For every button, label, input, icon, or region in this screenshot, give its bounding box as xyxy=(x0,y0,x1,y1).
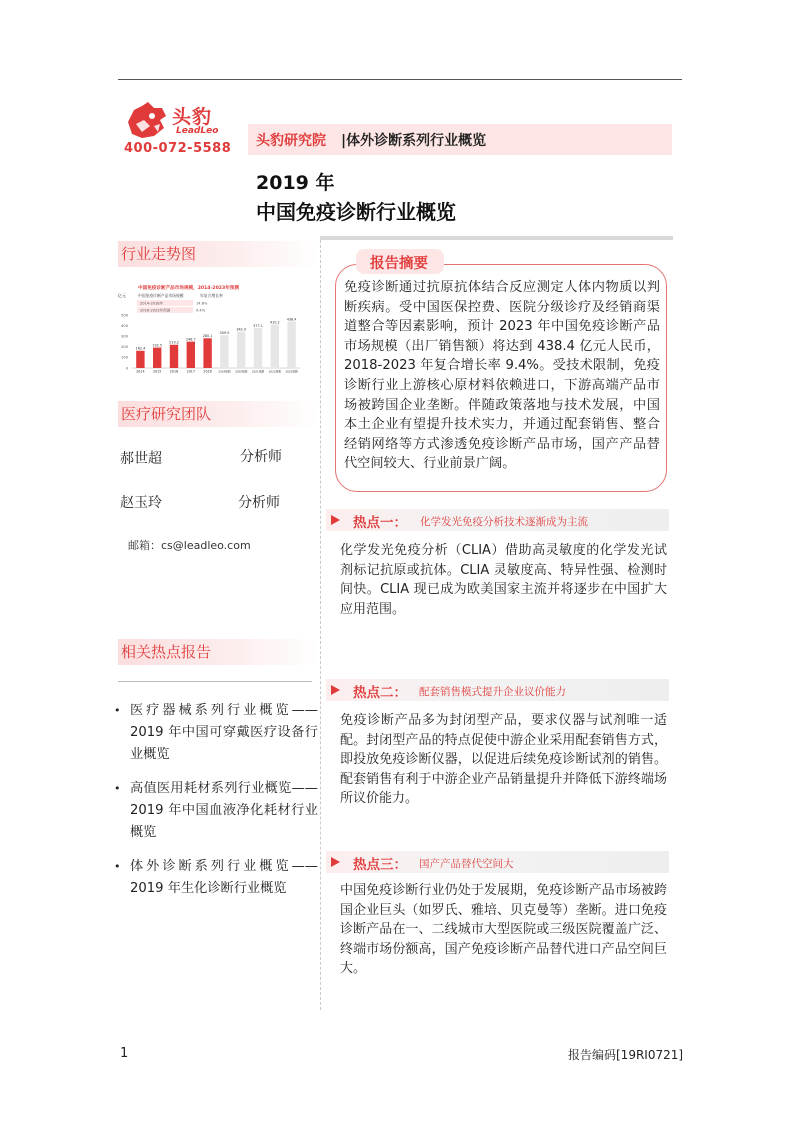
chart-bar xyxy=(237,332,245,368)
chart-period-label: 2018-2023年预测 xyxy=(140,308,171,313)
related-report-list xyxy=(112,700,318,912)
chart-period-label: 2014-2018年 xyxy=(140,301,164,306)
chart-data-label: 377.1 xyxy=(253,323,263,328)
arrow-right-icon xyxy=(329,684,341,696)
related-divider xyxy=(118,681,312,682)
series-name: |体外诊断系列行业概览 xyxy=(341,133,487,149)
hotpoint-subtitle: 配套销售模式提升企业议价能力 xyxy=(419,686,566,698)
chart-x-tick: 2021预测 xyxy=(251,369,265,374)
chart-bar xyxy=(254,328,262,368)
chart-y-tick: 200 xyxy=(121,345,128,350)
report-code: 报告编码[19RI0721] xyxy=(568,1048,684,1062)
brand-logo xyxy=(124,100,224,142)
chart-x-tick: 2016 xyxy=(169,369,179,374)
chart-x-tick: 2015 xyxy=(153,369,162,374)
chart-x-tick: 2022预测 xyxy=(268,369,281,374)
chart-legend-cagr: 年复合增长率 xyxy=(200,293,223,298)
chart-bar xyxy=(203,338,211,368)
chart-title: 中国免疫诊断产品市场规模，2014-2023年预测 xyxy=(138,286,239,291)
chart-unit: 亿元 xyxy=(118,293,126,298)
analyst-role: 分析师 xyxy=(240,449,282,465)
related-heading-text: 相关热点报告 xyxy=(121,643,212,661)
summary-tag xyxy=(356,249,444,274)
hotpoint-label: 热点二： xyxy=(353,685,407,701)
chart-data-label: 280.1 xyxy=(202,334,213,339)
trend-heading-text: 行业走势图 xyxy=(121,245,197,263)
chart-period-cagr: 9.4% xyxy=(196,308,206,313)
report-title: 中国免疫诊断行业概览 xyxy=(256,200,456,224)
chart-data-label: 219.2 xyxy=(169,340,179,345)
team-section-heading xyxy=(118,401,318,427)
hotpoint-label: 热点三： xyxy=(353,857,407,873)
leopard-logo-icon xyxy=(124,100,168,140)
hotpoint-text: 中国免疫诊断行业仍处于发展期，免疫诊断产品市场被跨国企业巨头（如罗氏、雅培、贝克曼等）垄断。进口免疫诊断产品在一、二线城市大型医院或三级医院覆盖广泛、终端市场份额高，国产免疫诊断产品替代进口产品空间巨大。 xyxy=(340,883,667,977)
chart-x-tick: 2014 xyxy=(136,369,145,374)
chart-x-tick: 2019预测 xyxy=(218,369,231,374)
arrow-right-icon xyxy=(329,856,341,868)
chart-data-label: 410.2 xyxy=(269,320,280,325)
chart-y-tick: 0 xyxy=(125,366,128,371)
chart-x-tick: 2018 xyxy=(203,369,212,374)
trend-section-heading xyxy=(118,241,318,267)
related-report-link[interactable]: • 高值医用耗材系列行业概览——2019 年中国血液净化耗材行业概览 xyxy=(112,778,318,844)
chart-x-tick: 2020预测 xyxy=(235,369,248,374)
analyst-role: 分析师 xyxy=(238,495,280,511)
chart-data-label: 162.4 xyxy=(135,346,146,351)
hotpoint-heading xyxy=(326,851,669,873)
arrow-right-icon xyxy=(329,514,341,526)
hotpoint-text: 化学发光免疫分析（CLIA）借助高灵敏度的化学发光试剂标记抗原或抗体。CLIA 灵敏度高、特异性强、检测时间快。CLIA 现已成为欧美国家主流并将逐步在中国扩大应用范围。 xyxy=(340,543,667,617)
chart-bar xyxy=(136,351,144,368)
chart-bar xyxy=(271,325,279,368)
chart-data-label: 342.0 xyxy=(236,327,247,332)
chart-y-tick: 300 xyxy=(121,334,128,339)
related-report-link[interactable]: • 体外诊断系列行业概览——2019 年生化诊断行业概览 xyxy=(112,856,318,900)
related-section-heading xyxy=(118,639,318,665)
page-number: 1 xyxy=(120,1046,129,1061)
top-rule xyxy=(118,79,682,80)
contact-email[interactable]: 邮箱：cs@leadleo.com xyxy=(128,539,251,552)
analyst-name: 赵玉玲 xyxy=(120,495,162,511)
chart-bar xyxy=(187,342,195,368)
chart-data-label: 438.4 xyxy=(286,317,297,322)
brand-name-en: LeadLeo xyxy=(176,126,219,136)
chart-period-cagr: 14.6% xyxy=(196,301,208,306)
summary-text: 免疫诊断通过抗原抗体结合反应测定人体内物质以判断疾病。受中国医保控费、医院分级诊疗及经销商渠道整合等因素影响，预计 2023 年中国免疫诊断产品市场规模（出厂销售额）将达到 438.4 亿元人民币，2018-2023 年复合增长率 9.4%。受技术限制，免疫诊断行业上游核心原材料依赖进口，下游高端产品市场被跨国企业垄断。伴随政策落地与技术发展，中国本土企业有望提升技术实力，并通过配套销售、整合经销网络等方式渗透免疫诊断产品市场，国产产品替代空间较大、行业前景广阔。 xyxy=(344,280,660,472)
chart-data-label: 248.7 xyxy=(185,337,196,342)
chart-data-label: 192.5 xyxy=(152,343,163,348)
chart-bar xyxy=(220,335,228,368)
chart-bar xyxy=(170,345,178,368)
hotpoint-heading xyxy=(326,509,669,531)
brand-name-cn: 头豹 xyxy=(172,106,213,128)
title-underline xyxy=(320,236,673,240)
chart-bar xyxy=(287,322,295,368)
chart-y-tick: 100 xyxy=(121,355,128,360)
analyst-name: 郝世超 xyxy=(120,451,162,467)
report-year: 2019 年 xyxy=(256,172,335,194)
hotpoint-subtitle: 化学发光免疫分析技术逐渐成为主流 xyxy=(420,516,588,528)
header-band xyxy=(248,124,672,155)
chart-x-tick: 2023预测 xyxy=(285,369,298,374)
chart-legend: 中国免疫诊断产品市场规模 xyxy=(138,293,184,298)
chart-y-tick: 400 xyxy=(121,323,128,328)
team-heading-text: 医疗研究团队 xyxy=(121,405,212,423)
summary-label: 报告摘要 xyxy=(370,256,428,272)
hotpoint-heading xyxy=(326,679,669,701)
contact-phone: 400-072-5588 xyxy=(124,141,232,156)
hotpoint-subtitle: 国产产品替代空间大 xyxy=(419,858,514,870)
chart-data-label: 309.5 xyxy=(219,330,230,335)
institute-name: 头豹研究院 xyxy=(256,133,326,149)
chart-y-tick: 500 xyxy=(121,313,128,318)
chart-x-tick: 2017 xyxy=(186,369,195,374)
column-divider xyxy=(320,240,321,1010)
related-report-link[interactable]: • 医疗器械系列行业概览——2019 年中国可穿戴医疗设备行业概览 xyxy=(112,700,318,766)
chart-bar xyxy=(153,348,161,368)
market-size-chart xyxy=(118,282,302,382)
hotpoint-text: 免疫诊断产品多为封闭型产品，要求仪器与试剂唯一适配。封闭型产品的特点促使中游企业采用配套销售方式，即投放免疫诊断仪器，以促进后续免疫诊断试剂的销售。配套销售有利于中游企业产品销量提升并降低下游终端场所议价能力。 xyxy=(340,713,667,807)
hotpoint-label: 热点一： xyxy=(353,515,407,531)
